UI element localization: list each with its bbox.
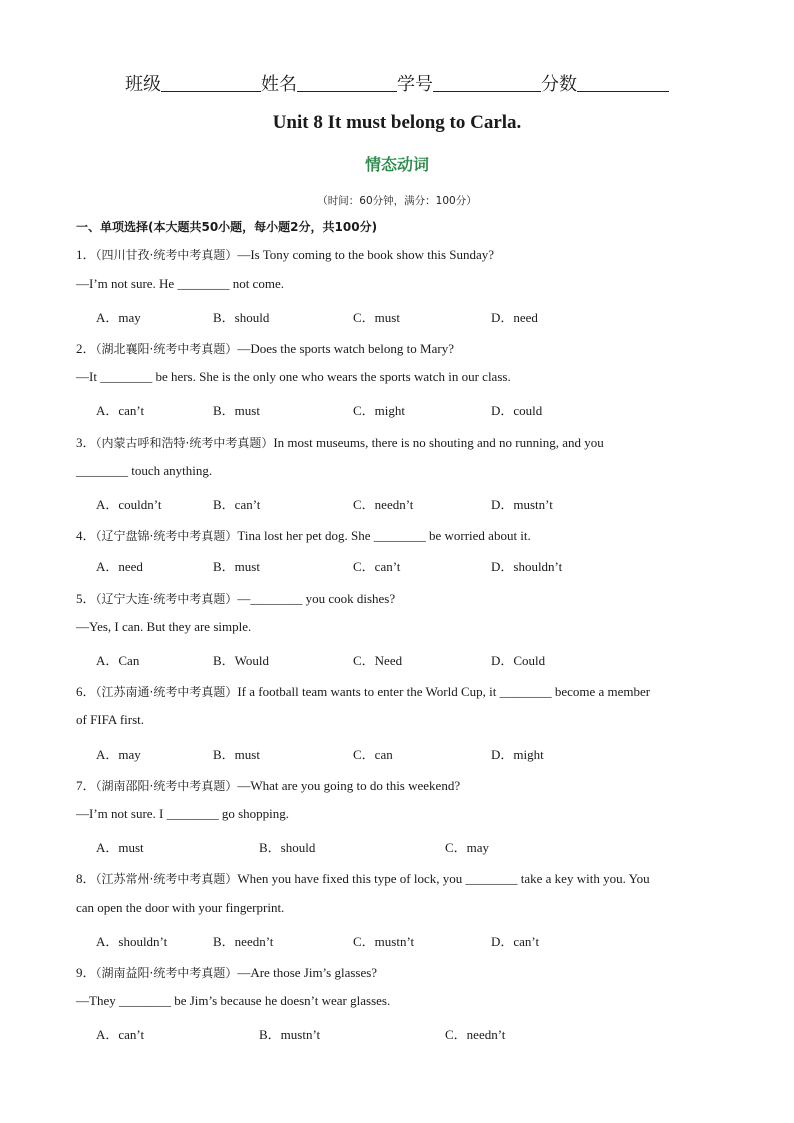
option-d[interactable]: D．need xyxy=(491,310,538,325)
option-c[interactable]: C．mustn’t xyxy=(353,934,415,949)
question-line: 3．（内蒙古呼和浩特·统考中考真题）In most museums, there is no shouting and no running, and you xyxy=(76,435,604,450)
option-b[interactable]: B．mustn’t xyxy=(259,1027,321,1042)
option-c[interactable]: C．must xyxy=(353,310,400,325)
question-line: —I’m not sure. I ________ go shopping. xyxy=(76,806,290,821)
id-blank[interactable] xyxy=(433,75,541,92)
name-label: 姓名 xyxy=(261,74,297,95)
question-line: 7．（湖南邵阳·统考中考真题）—What are you going to do this weekend? xyxy=(76,778,461,793)
question-line: of FIFA first. xyxy=(76,712,145,727)
question-line: 1．（四川甘孜·统考中考真题）—Is Tony coming to the book show this Sunday? xyxy=(76,247,495,262)
option-a[interactable]: A．can’t xyxy=(96,403,145,418)
option-a[interactable]: A．must xyxy=(96,840,144,855)
question-line: 4．（辽宁盘锦·统考中考真题）Tina lost her pet dog. She ________ be worried about it. xyxy=(76,528,531,543)
question-line: ________ touch anything. xyxy=(76,463,213,478)
page-title: Unit 8 It must belong to Carla. xyxy=(272,112,522,133)
option-d[interactable]: D．might xyxy=(491,747,544,762)
option-a[interactable]: A．may xyxy=(96,747,141,762)
id-label: 学号 xyxy=(397,74,433,95)
option-a[interactable]: A．shouldn’t xyxy=(96,934,168,949)
option-d[interactable]: D．can’t xyxy=(491,934,540,949)
option-b[interactable]: B．must xyxy=(213,559,260,574)
option-a[interactable]: A．need xyxy=(96,559,143,574)
question-line: 2．（湖北襄阳·统考中考真题）—Does the sports watch belong to Mary? xyxy=(76,341,454,356)
name-blank[interactable] xyxy=(297,75,397,92)
option-b[interactable]: B．Would xyxy=(213,653,270,668)
question-line: —It ________ be hers. She is the only one who wears the sports watch in our class. xyxy=(76,369,511,384)
option-c[interactable]: C．needn’t xyxy=(445,1027,506,1042)
class-label: 班级 xyxy=(125,74,161,95)
option-c[interactable]: C．can xyxy=(353,747,393,762)
question-line: —They ________ be Jim’s because he doesn’t wear glasses. xyxy=(76,993,391,1008)
score-blank[interactable] xyxy=(577,75,669,92)
option-b[interactable]: B．should xyxy=(213,310,270,325)
option-b[interactable]: B．should xyxy=(259,840,316,855)
question-line: can open the door with your fingerprint. xyxy=(76,900,285,915)
option-a[interactable]: A．can’t xyxy=(96,1027,145,1042)
question-line: 8．（江苏常州·统考中考真题）When you have fixed this type of lock, you ________ take a key with you. You xyxy=(76,871,650,886)
option-d[interactable]: D．could xyxy=(491,403,543,418)
option-a[interactable]: A．couldn’t xyxy=(96,497,162,512)
exam-meta: （时间：60分钟，满分：100分） xyxy=(317,195,477,207)
page-subtitle: 情态动词 xyxy=(364,155,429,174)
option-a[interactable]: A．may xyxy=(96,310,141,325)
option-a[interactable]: A．Can xyxy=(96,653,140,668)
option-b[interactable]: B．needn’t xyxy=(213,934,274,949)
option-d[interactable]: D．shouldn’t xyxy=(491,559,563,574)
option-b[interactable]: B．must xyxy=(213,403,260,418)
option-d[interactable]: D．Could xyxy=(491,653,546,668)
student-info-line xyxy=(0,70,794,96)
section-heading: 一、单项选择(本大题共50小题，每小题2分，共100分) xyxy=(76,220,378,234)
score-label: 分数 xyxy=(541,74,577,95)
option-b[interactable]: B．can’t xyxy=(213,497,261,512)
option-c[interactable]: C．may xyxy=(445,840,490,855)
option-c[interactable]: C．might xyxy=(353,403,406,418)
class-blank[interactable] xyxy=(161,75,261,92)
option-c[interactable]: C．Need xyxy=(353,653,403,668)
question-line: 5．（辽宁大连·统考中考真题）—________ you cook dishes? xyxy=(76,591,396,606)
option-c[interactable]: C．needn’t xyxy=(353,497,414,512)
option-c[interactable]: C．can’t xyxy=(353,559,401,574)
question-line: —I’m not sure. He ________ not come. xyxy=(76,276,284,291)
question-line: 6．（江苏南通·统考中考真题）If a football team wants to enter the World Cup, it ________ become a member xyxy=(76,684,651,699)
question-line: —Yes, I can. But they are simple. xyxy=(76,619,252,634)
option-b[interactable]: B．must xyxy=(213,747,260,762)
question-line: 9．（湖南益阳·统考中考真题）—Are those Jim’s glasses? xyxy=(76,965,378,980)
option-d[interactable]: D．mustn’t xyxy=(491,497,553,512)
